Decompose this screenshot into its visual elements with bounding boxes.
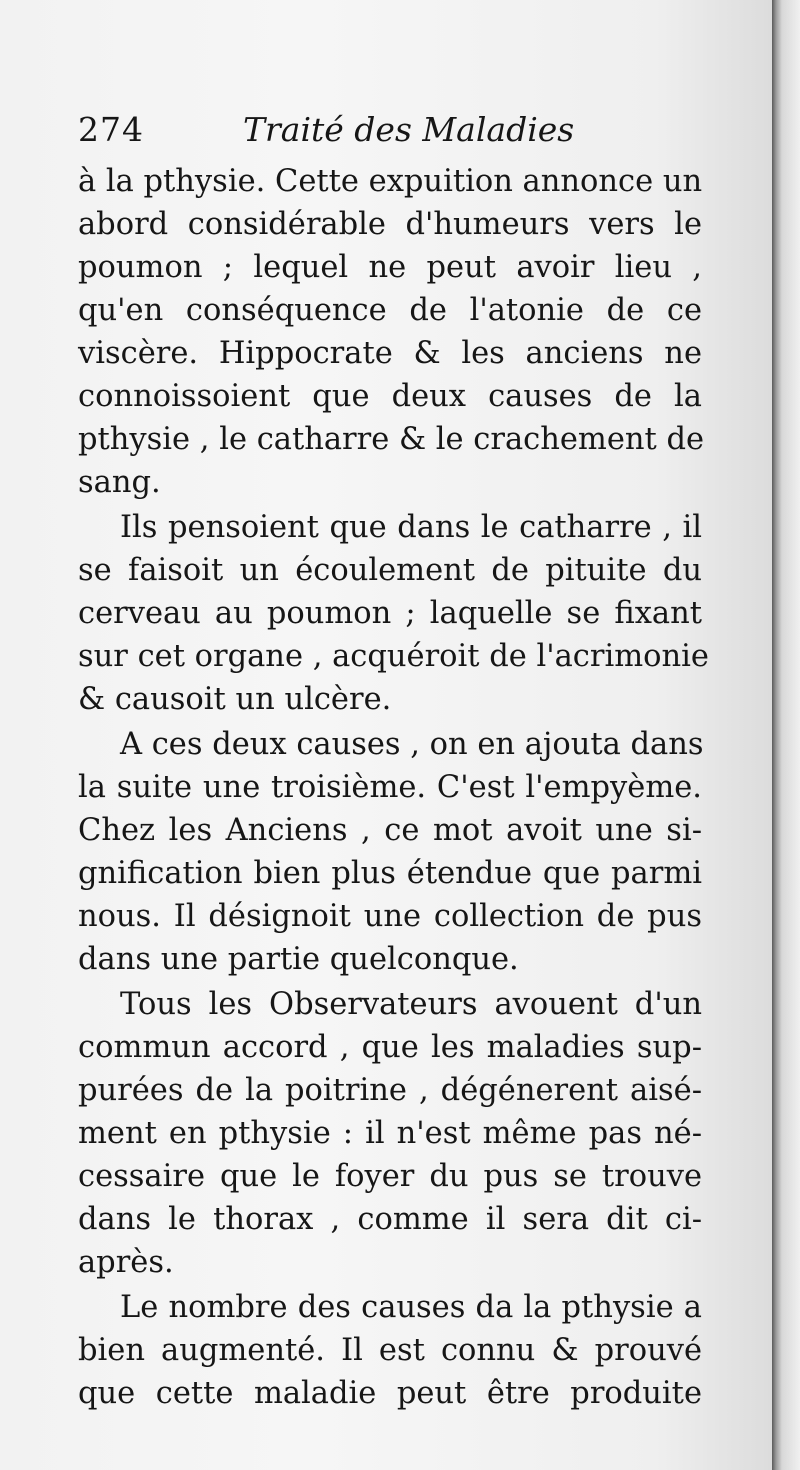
text-line: commun accord , que les maladies sup- bbox=[78, 1030, 702, 1065]
text-line: Chez les Anciens , ce mot avoit une si- bbox=[78, 813, 702, 848]
text-line: la suite une troisième. C'est l'empyème. bbox=[78, 770, 702, 805]
paragraph bbox=[78, 160, 705, 504]
paragraph bbox=[78, 723, 702, 981]
text-line: & causoit un ulcère. bbox=[78, 682, 392, 717]
page-number: 274 bbox=[78, 110, 144, 149]
text-line: pthysie , le catharre & le crachement de bbox=[78, 422, 705, 457]
text-line: dans le thorax , comme il sera dit ci- bbox=[78, 1202, 702, 1237]
text-line: bien augmenté. Il est connu & prouvé bbox=[78, 1333, 702, 1368]
text-line: cessaire que le foyer du pus se trouve bbox=[78, 1159, 702, 1194]
paragraph bbox=[78, 506, 709, 721]
text-line: viscère. Hippocrate & les anciens ne bbox=[78, 336, 702, 371]
text-line: sang. bbox=[78, 465, 161, 500]
text-line: poumon ; lequel ne peut avoir lieu , bbox=[78, 250, 702, 285]
text-line: dans une partie quelconque. bbox=[78, 942, 519, 977]
text-line: connoissoient que deux causes de la bbox=[78, 379, 702, 414]
running-title: Traité des Maladies bbox=[243, 110, 575, 149]
text-line: A ces deux causes , on en ajouta dans bbox=[120, 727, 704, 762]
paragraph bbox=[78, 983, 702, 1284]
text-line: abord considérable d'humeurs vers le bbox=[78, 207, 702, 242]
text-line: qu'en conséquence de l'atonie de ce bbox=[78, 293, 702, 328]
text-line: Le nombre des causes da la pthysie a bbox=[120, 1290, 702, 1325]
text-line: Tous les Observateurs avouent d'un bbox=[120, 987, 702, 1022]
book-gutter bbox=[772, 0, 800, 1470]
text-line: à la pthysie. Cette expuition annonce un bbox=[78, 164, 703, 199]
paragraph bbox=[78, 1286, 702, 1415]
page-header bbox=[78, 110, 698, 156]
body-text bbox=[78, 160, 709, 1417]
text-line: que cette maladie peut être produite bbox=[78, 1376, 702, 1411]
text-line: Ils pensoient que dans le catharre , il bbox=[120, 510, 702, 545]
text-line: gnification bien plus étendue que parmi bbox=[78, 856, 702, 891]
text-line: après. bbox=[78, 1245, 174, 1280]
text-line: nous. Il désignoit une collection de pus bbox=[78, 899, 702, 934]
text-line: cerveau au poumon ; laquelle se fixant bbox=[78, 596, 702, 631]
text-line: purées de la poitrine , dégénerent aisé- bbox=[78, 1073, 702, 1108]
text-line: sur cet organe , acquéroit de l'acrimonie bbox=[78, 639, 709, 674]
text-line: se faisoit un écoulement de pituite du bbox=[78, 553, 702, 588]
text-line: ment en pthysie : il n'est même pas né- bbox=[78, 1116, 702, 1151]
